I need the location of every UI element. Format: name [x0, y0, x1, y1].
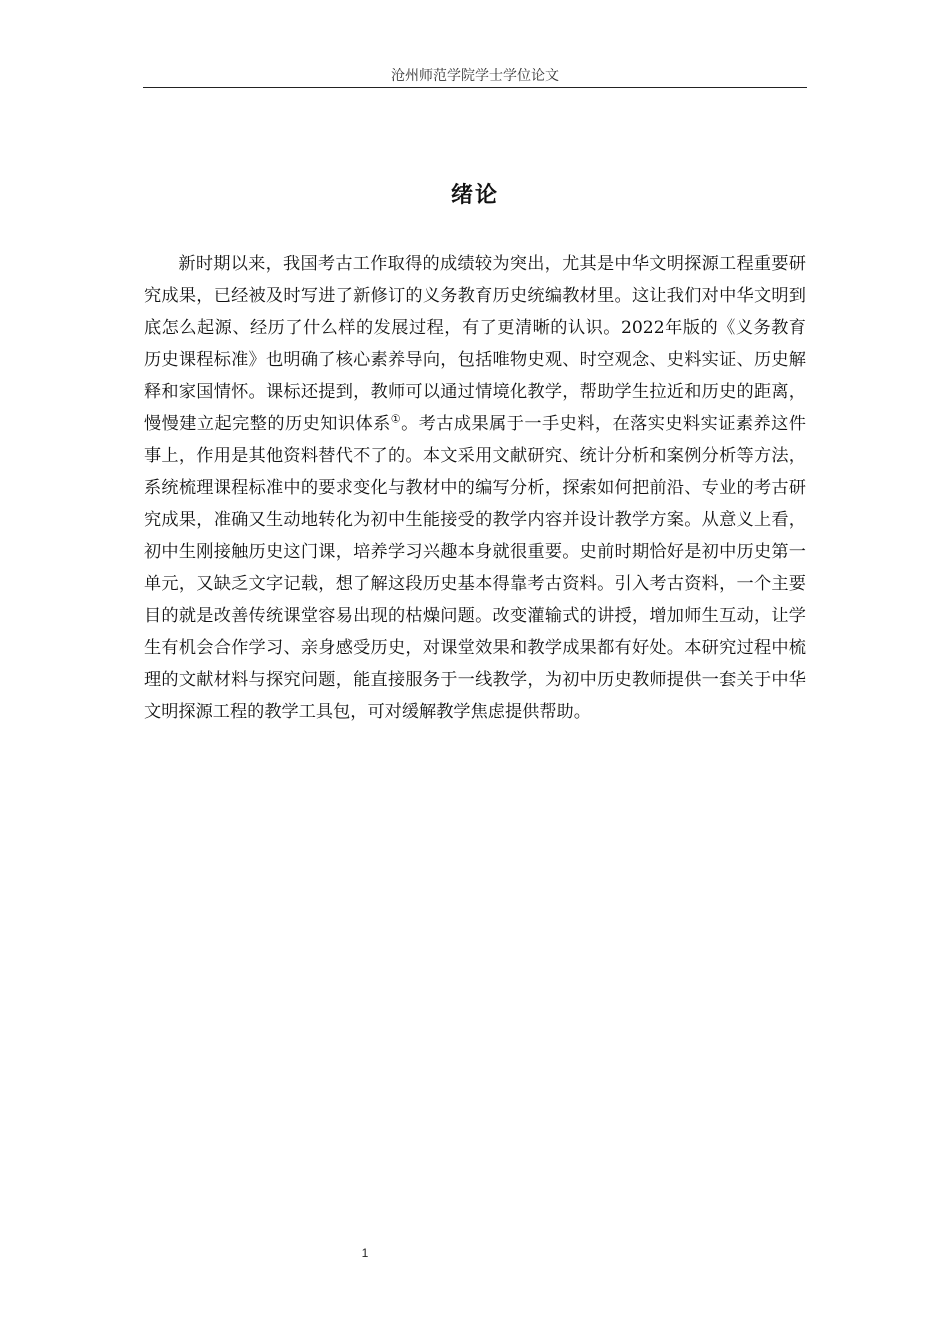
body-paragraph — [144, 248, 806, 728]
chapter-title: 绪论 — [450, 183, 499, 208]
running-header-title: 沧州师范学院学士学位论文 — [391, 68, 559, 84]
paragraph-text-after-footnote: 。考古成果属于一手史料，在落实史料实证素养这件事上，作用是其他资料替代不了的。本文采用文献研究、统计分析和案例分析等方法，系统梳理课程标准中的要求变化与教材中的编写分析，探索如何把前沿、专业的考古研究成果，准确又生动地转化为初中生能接受的教学内容并设计教学方案。从意义上看，初中生刚接触历史这门课，培养学习兴趣本身就很重要。史前时期恰好是初中历史第一单元，又缺乏文字记载，想了解这段历史基本得靠考古资料。引入考古资料，一个主要目的就是改善传统课堂容易出现的枯燥问题。改变灌输式的讲授，增加师生互动，让学生有机会合作学习、亲身感受历史，对课堂效果和教学成果都有好处。本研究过程中梳理的文献材料与探究问题，能直接服务于一线教学，为初中历史教师提供一套关于中华文明探源工程的教学工具包，可对缓解教学焦虑提供帮助。 — [144, 414, 806, 722]
page-number: 1 — [361, 1246, 369, 1260]
paragraph-text-before-footnote: 新时期以来，我国考古工作取得的成绩较为突出，尤其是中华文明探源工程重要研究成果，已经被及时写进了新修订的义务教育历史统编教材里。这让我们对中华文明到底怎么起源、经历了什么样的发展过程，有了更清晰的认识。2022年版的《义务教育历史课程标准》也明确了核心素养导向，包括唯物史观、时空观念、史料实证、历史解释和家国情怀。课标还提到，教师可以通过情境化教学，帮助学生拉近和历史的距离，慢慢建立起完整的历史知识体系 — [144, 254, 806, 434]
footnote-reference[interactable]: ① — [390, 412, 402, 426]
running-header — [143, 68, 807, 88]
